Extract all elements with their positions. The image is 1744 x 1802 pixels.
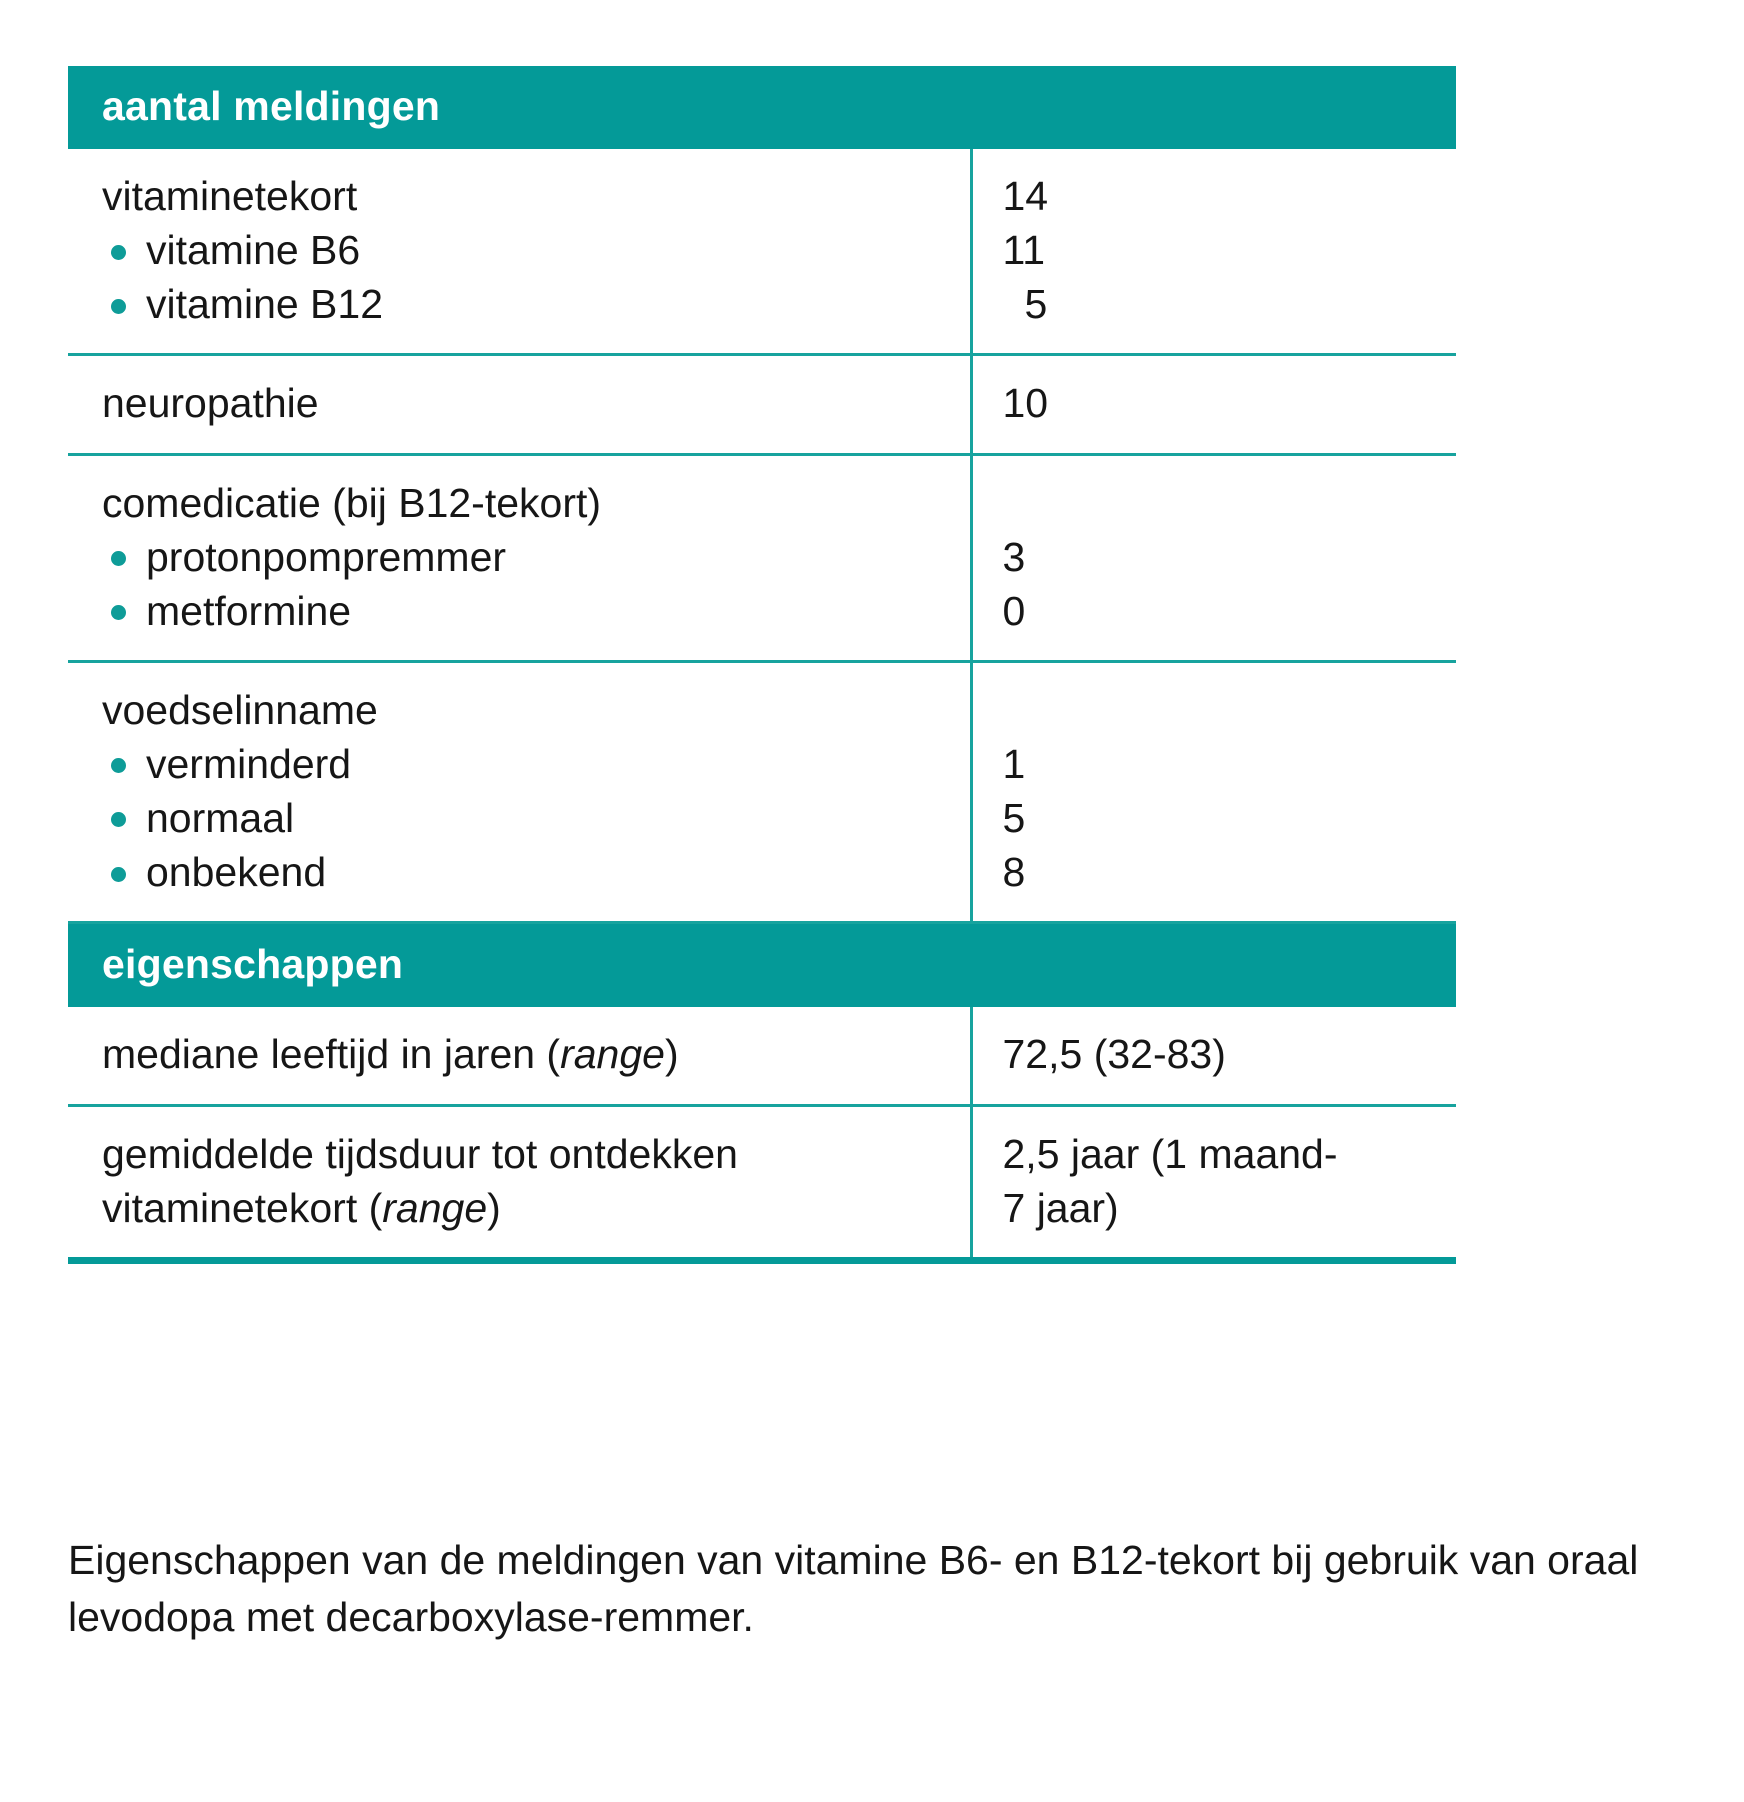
table-row — [68, 1105, 1456, 1260]
figure-caption: Eigenschappen van de meldingen van vitamine B6- en B12-tekort bij gebruik van oraal levodopa met decarboxylase-remmer. — [68, 1537, 1639, 1640]
list-item: vitamine B12 — [102, 277, 952, 331]
row-label-italic: range — [382, 1184, 488, 1231]
row-label-main: vitaminetekort — [102, 173, 358, 220]
section-header-row-eigenschappen — [68, 923, 1456, 1008]
row-label-tail: ) — [487, 1184, 501, 1231]
row-bullet-list — [102, 223, 952, 331]
list-item: metformine — [102, 584, 952, 638]
row-value-cell — [971, 454, 1456, 661]
row-label-main — [102, 1127, 952, 1235]
row-value-cell — [971, 355, 1456, 454]
list-item: verminderd — [102, 737, 952, 791]
row-label-cell — [68, 661, 971, 922]
table-row — [68, 1007, 1456, 1105]
row-label-cell — [68, 355, 971, 454]
row-label-italic: range — [560, 1031, 665, 1078]
row-value: 5 — [1024, 281, 1048, 328]
row-value: 72,5 (32-83) — [1002, 1031, 1226, 1078]
row-label-text: gemiddelde tijdsduur tot ontdekken vitaminetekort ( — [102, 1130, 738, 1231]
row-value-cell — [971, 149, 1456, 355]
row-value-cell — [971, 661, 1456, 922]
row-value: 3 — [1002, 533, 1026, 580]
list-item: protonpompremmer — [102, 530, 952, 584]
table-row — [68, 454, 1456, 661]
section-header-row-aantal-meldingen — [68, 66, 1456, 149]
row-bullet-list — [102, 530, 952, 638]
row-label-cell — [68, 1007, 971, 1105]
row-value: 1 — [1002, 740, 1026, 787]
row-label-cell — [68, 1105, 971, 1260]
row-label-main: voedselinname — [102, 686, 378, 733]
list-item: normaal — [102, 791, 952, 845]
list-item: vitamine B6 — [102, 223, 952, 277]
characteristics-table — [68, 66, 1456, 1264]
list-item: onbekend — [102, 845, 952, 899]
row-value: 14 — [1002, 173, 1049, 220]
table-row — [68, 661, 1456, 922]
row-value: 10 — [1002, 380, 1049, 427]
row-label-text: mediane leeftijd in jaren ( — [102, 1031, 561, 1078]
row-label-tail: ) — [664, 1031, 679, 1078]
section-header-label-eigenschappen: eigenschappen — [68, 923, 1456, 1008]
data-table-container — [68, 66, 1456, 1264]
row-value-cell — [971, 1007, 1456, 1105]
table-row — [68, 149, 1456, 355]
row-label-main — [102, 1027, 952, 1081]
row-value-cell — [971, 1105, 1456, 1260]
row-label-cell — [68, 454, 971, 661]
section-header-label-aantal-meldingen: aantal meldingen — [68, 66, 1456, 149]
row-value: 2,5 jaar (1 maand- — [1002, 1130, 1338, 1177]
row-label-main: comedicatie (bij B12-tekort) — [102, 479, 602, 526]
row-value: 11 — [1002, 227, 1046, 274]
row-bullet-list — [102, 737, 952, 899]
row-label-cell — [68, 149, 971, 355]
row-value: 8 — [1002, 849, 1026, 896]
row-value: 0 — [1002, 587, 1026, 634]
table-row — [68, 355, 1456, 454]
row-value: 7 jaar) — [1002, 1184, 1119, 1231]
row-label-main: neuropathie — [102, 380, 319, 427]
row-value: 5 — [1002, 795, 1026, 842]
